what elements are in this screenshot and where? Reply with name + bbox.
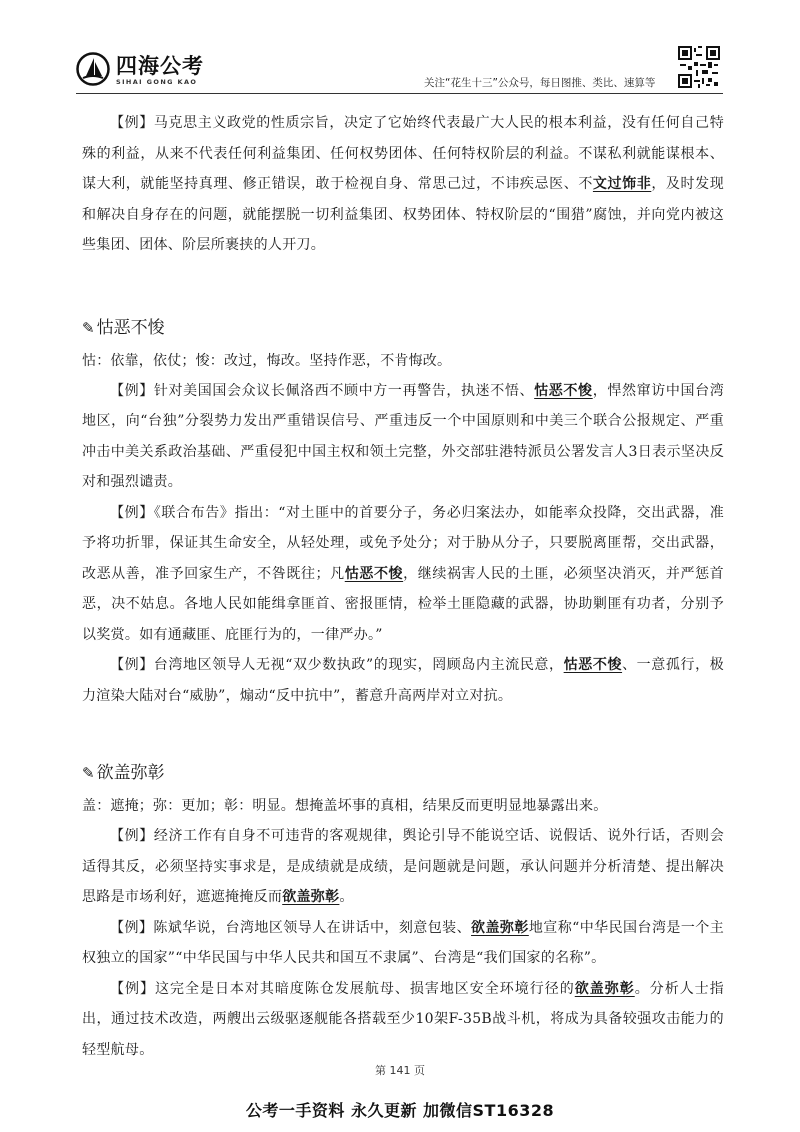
footer-banner: 公考一手资料 永久更新 加微信ST16328 bbox=[245, 1101, 555, 1120]
pencil-icon: ✎ bbox=[82, 318, 95, 337]
sail-logo-icon bbox=[76, 52, 110, 86]
idiom-keyword: 文过饰非 bbox=[592, 176, 652, 192]
idiom-definition: 盖：遮掩；弥：更加；彰：明显。想掩盖坏事的真相，结果反而更明显地暴露出来。 bbox=[82, 798, 608, 814]
qr-code-icon bbox=[678, 46, 720, 88]
sihai-logo bbox=[76, 52, 226, 92]
example-paragraph: 【例】马克思主义政党的性质宗旨，决定了它始终代表最广大人民的根本利益，没有任何自己特殊的利益，从来不代表任何利益集团、任何权势团体、任何特权阶层的利益。不谋私利就能谋根本、谋大利，就能坚持真理、修正错误，敢于检视自身、常思己过，不讳疾忌医、不文过饰非，及时发现和解决自身存在的问题，就能摆脱一切利益集团、权势团体、特权阶层的“围猎”腐蚀，并向党内被这些集团、团体、阶层所裹挟的人开刀。 bbox=[82, 115, 725, 253]
example-paragraph: 【例】经济工作有自身不可违背的客观规律，舆论引导不能说空话、说假话、说外行话，否则会适得其反，必须坚持实事求是，是成绩就是成绩，是问题就是问题，承认问题并分析清楚、提出解决思路是市场利好，遮遮掩掩反而欲盖弥彰。 bbox=[82, 828, 724, 905]
example-paragraph: 【例】这完全是日本对其暗度陈仓发展航母、损害地区安全环境行径的欲盖弥彰。分析人士指出，通过技术改造，两艘出云级驱逐舰能各搭载至少10架F-35B战斗机，将成为具备较强攻击能力的轻型航母。 bbox=[82, 980, 724, 1058]
idiom-heading: ✎ 怙恶不悛 bbox=[82, 317, 165, 338]
example-paragraph: 【例】《联合布告》指出：“对土匪中的首要分子，务必归案法办，如能率众投降，交出武器，准予将功折罪，保证其生命安全，从轻处理，或免予处分；对于胁从分子，只要脱离匪帮，交出武器，改恶从善，准予回家生产，不咎既往；凡怙恶不悛，继续祸害人民的土匪，必须坚决消灭，并严惩首恶，决不姑息。各地人民如能缉拿匪首、密报匪情，检举土匪隐藏的武器，协助剿匪有功者，分别予以奖赏。如有通藏匪、庇匪行为的，一律严办。” bbox=[82, 504, 724, 643]
example-paragraph: 【例】陈斌华说，台湾地区领导人在讲话中，刻意包装、欲盖弥彰地宣称“中华民国台湾是一个主权独立的国家”“中华民国与中华人民共和国互不隶属”、台湾是“我们国家的名称”。 bbox=[82, 919, 725, 966]
follow-notice: 关注“花生十三”公众号，每日图推、类比、速算等 bbox=[424, 77, 656, 89]
idiom-heading: ✎ 欲盖弥彰 bbox=[82, 763, 165, 783]
idiom-keyword: 怙恶不悛 bbox=[534, 382, 593, 399]
pencil-icon: ✎ bbox=[82, 764, 95, 782]
logo-subtitle: SIHAI GONG KAO bbox=[116, 78, 198, 86]
idiom-keyword: 怙恶不悛 bbox=[563, 657, 623, 673]
header-divider bbox=[76, 93, 723, 94]
idiom-keyword: 怙恶不悛 bbox=[344, 565, 404, 582]
idiom-keyword: 欲盖弥彰 bbox=[574, 980, 635, 997]
idiom-keyword: 欲盖弥彰 bbox=[282, 889, 340, 905]
document-body bbox=[82, 108, 724, 1065]
page-number: 第 141 页 bbox=[375, 1064, 425, 1077]
logo-title: 四海公考 bbox=[116, 54, 204, 78]
idiom-keyword: 欲盖弥彰 bbox=[471, 919, 529, 936]
page-header bbox=[0, 0, 800, 100]
example-paragraph: 【例】针对美国国会众议长佩洛西不顾中方一再警告，执迷不悟、怙恶不悛，悍然窜访中国台湾地区，向“台独”分裂势力发出严重错误信号、严重违反一个中国原则和中美三个联合公报规定、严重冲击中美关系政治基础、严重侵犯中国主权和领土完整，外交部驻港特派员公署发言人3日表示坚决反对和强烈谴责。 bbox=[82, 382, 724, 490]
idiom-definition: 怙：依靠，依仗；悛：改过，悔改。坚持作恶，不肯悔改。 bbox=[82, 352, 452, 369]
example-paragraph: 【例】台湾地区领导人无视“双少数执政”的现实，罔顾岛内主流民意，怙恶不悛、一意孤行，极力渲染大陆对台“威胁”，煽动“反中抗中”，蓄意升高两岸对立对抗。 bbox=[82, 657, 724, 704]
